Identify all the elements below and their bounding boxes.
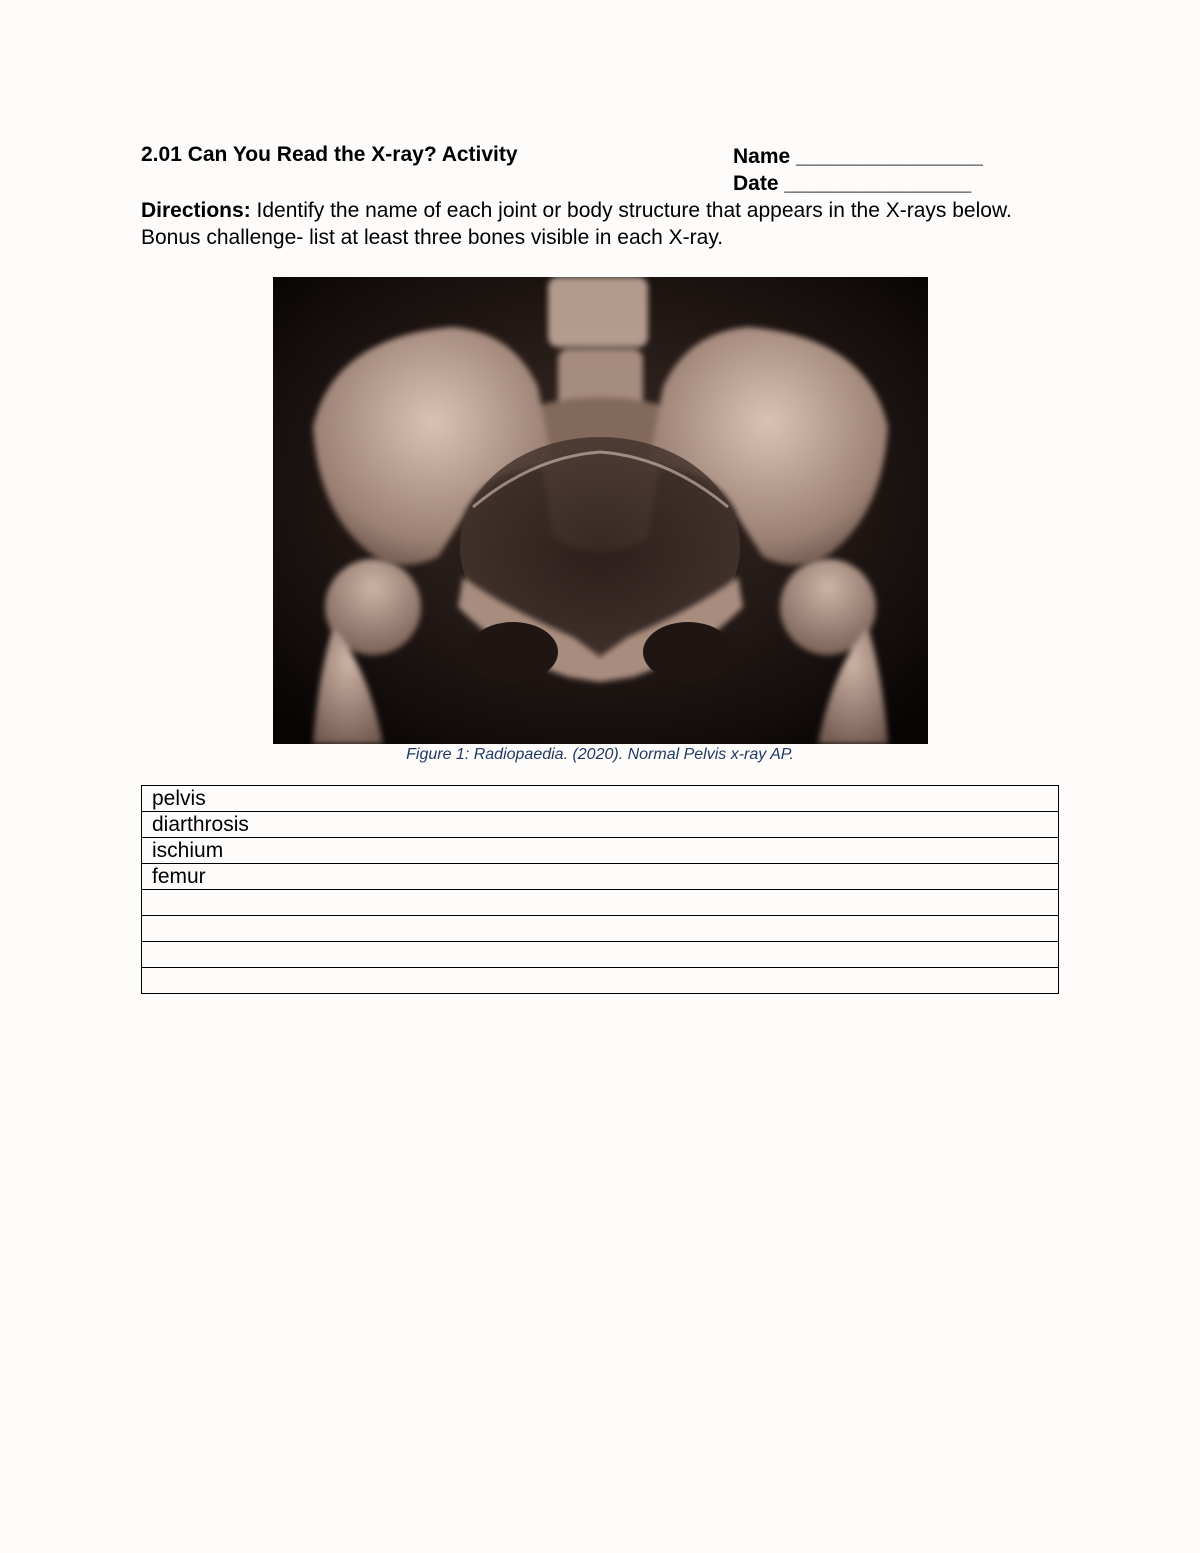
directions-text: Identify the name of each joint or body structure that appears in the X-rays below. Bonus challenge- list at least three bones visible in each X-ray.	[141, 199, 1012, 249]
answer-cell[interactable]	[142, 942, 1059, 968]
name-field[interactable]: Name ________________	[733, 145, 983, 168]
answer-cell[interactable]: diarthrosis	[142, 812, 1059, 838]
pelvis-xray-drawing	[273, 277, 928, 744]
right-obturator-shape	[643, 622, 733, 682]
answer-cell[interactable]: pelvis	[142, 786, 1059, 812]
table-row	[142, 942, 1059, 968]
answer-cell[interactable]	[142, 916, 1059, 942]
directions-label: Directions:	[141, 199, 251, 222]
table-row	[142, 812, 1059, 838]
figure-caption: Figure 1: Radiopaedia. (2020). Normal Pelvis x-ray AP.	[406, 746, 794, 763]
table-row	[142, 864, 1059, 890]
pelvis-xray-image	[273, 277, 928, 744]
answer-table	[141, 785, 1059, 994]
table-row	[142, 916, 1059, 942]
answer-cell[interactable]	[142, 968, 1059, 994]
answer-cell[interactable]: femur	[142, 864, 1059, 890]
date-field[interactable]: Date ________________	[733, 172, 972, 195]
table-row	[142, 786, 1059, 812]
name-date-block	[733, 143, 983, 197]
answer-cell[interactable]: ischium	[142, 838, 1059, 864]
answer-cell[interactable]	[142, 890, 1059, 916]
left-obturator-shape	[468, 622, 558, 682]
table-row	[142, 890, 1059, 916]
table-row	[142, 838, 1059, 864]
directions	[141, 197, 1061, 251]
table-row	[142, 968, 1059, 994]
page-title: 2.01 Can You Read the X-ray? Activity	[141, 143, 518, 166]
